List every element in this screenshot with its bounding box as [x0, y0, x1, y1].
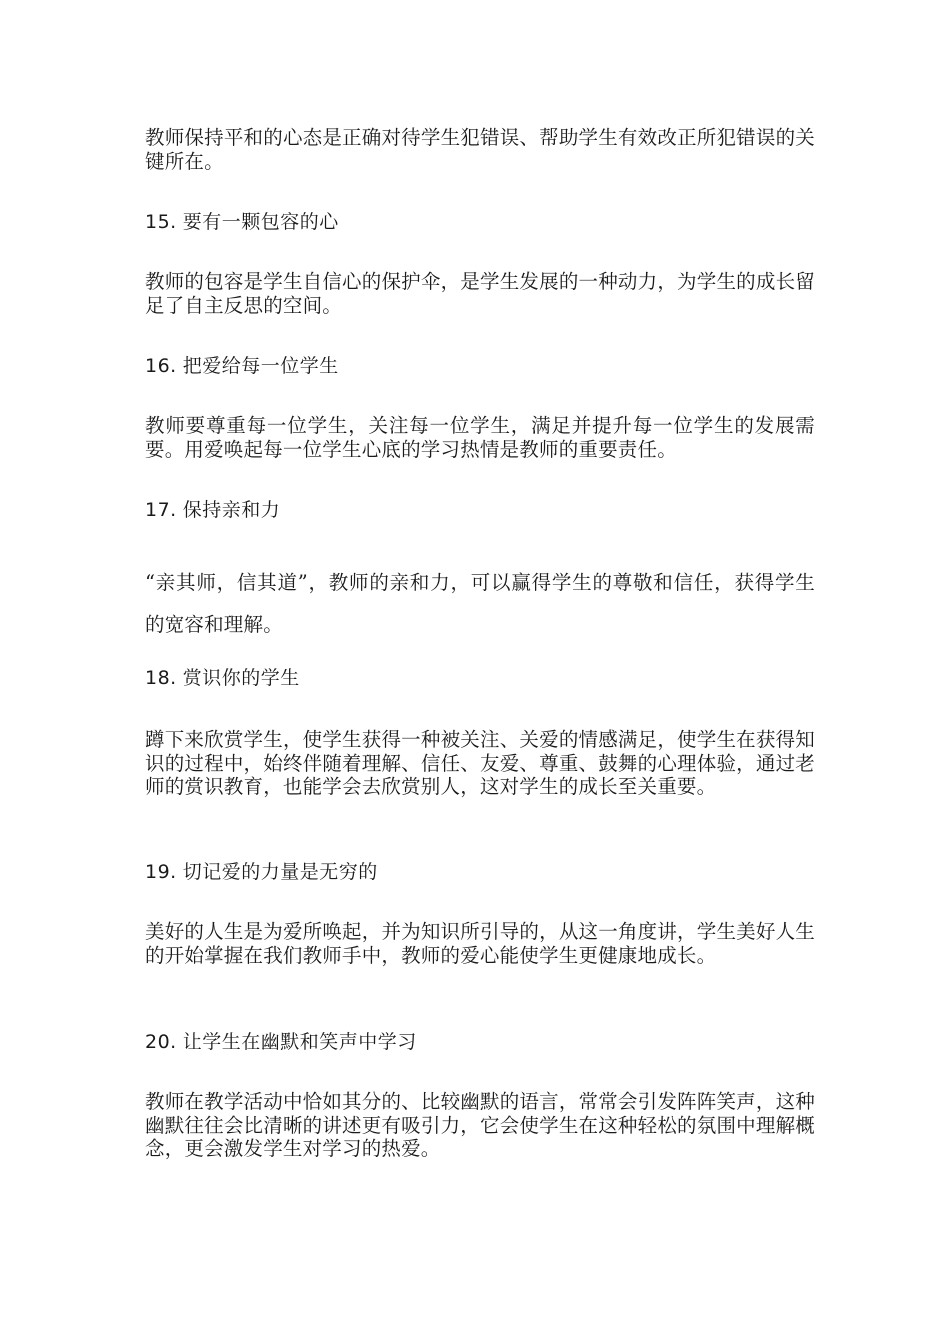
paragraph-intro: 教师保持平和的心态是正确对待学生犯错误、帮助学生有效改正所犯错误的关键所在。 — [145, 126, 815, 173]
heading-text: 赏识你的学生 — [182, 667, 300, 689]
heading-text: 把爱给每一位学生 — [182, 355, 339, 377]
paragraph-19: 美好的人生是为爱所唤起，并为知识所引导的，从这一角度讲，学生美好人生的开始掌握在我们教师手中，教师的爱心能使学生更健康地成长。 — [145, 920, 815, 967]
heading-number: 18. — [145, 667, 177, 689]
paragraph-17: “亲其师，信其道”，教师的亲和力，可以赢得学生的尊敬和信任，获得学生的宽容和理解。 — [145, 571, 815, 636]
heading-17 — [145, 498, 815, 522]
paragraph-15: 教师的包容是学生自信心的保护伞，是学生发展的一种动力，为学生的成长留足了自主反思的空间。 — [145, 270, 815, 317]
heading-number: 20. — [145, 1031, 177, 1053]
heading-number: 16. — [145, 355, 177, 377]
heading-18 — [145, 666, 815, 690]
heading-number: 19. — [145, 861, 177, 883]
heading-text: 让学生在幽默和笑声中学习 — [182, 1031, 417, 1053]
heading-text: 切记爱的力量是无穷的 — [182, 861, 378, 883]
heading-number: 17. — [145, 499, 177, 521]
heading-number: 15. — [145, 211, 177, 233]
heading-20 — [145, 1030, 815, 1054]
paragraph-16: 教师要尊重每一位学生，关注每一位学生，满足并提升每一位学生的发展需要。用爱唤起每一位学生心底的学习热情是教师的重要责任。 — [145, 414, 815, 461]
heading-text: 要有一颗包容的心 — [182, 211, 339, 233]
heading-15 — [145, 210, 815, 234]
heading-16 — [145, 354, 815, 378]
paragraph-18: 蹲下来欣赏学生，使学生获得一种被关注、关爱的情感满足，使学生在获得知识的过程中，始终伴随着理解、信任、友爱、尊重、鼓舞的心理体验，通过老师的赏识教育，也能学会去欣赏别人，这对学生的成长至关重要。 — [145, 728, 815, 798]
paragraph-20: 教师在教学活动中恰如其分的、比较幽默的语言，常常会引发阵阵笑声，这种幽默往往会比清晰的讲述更有吸引力，它会使学生在这种轻松的氛围中理解概念，更会激发学生对学习的热爱。 — [145, 1090, 815, 1160]
heading-text: 保持亲和力 — [182, 499, 281, 521]
heading-19 — [145, 860, 815, 884]
